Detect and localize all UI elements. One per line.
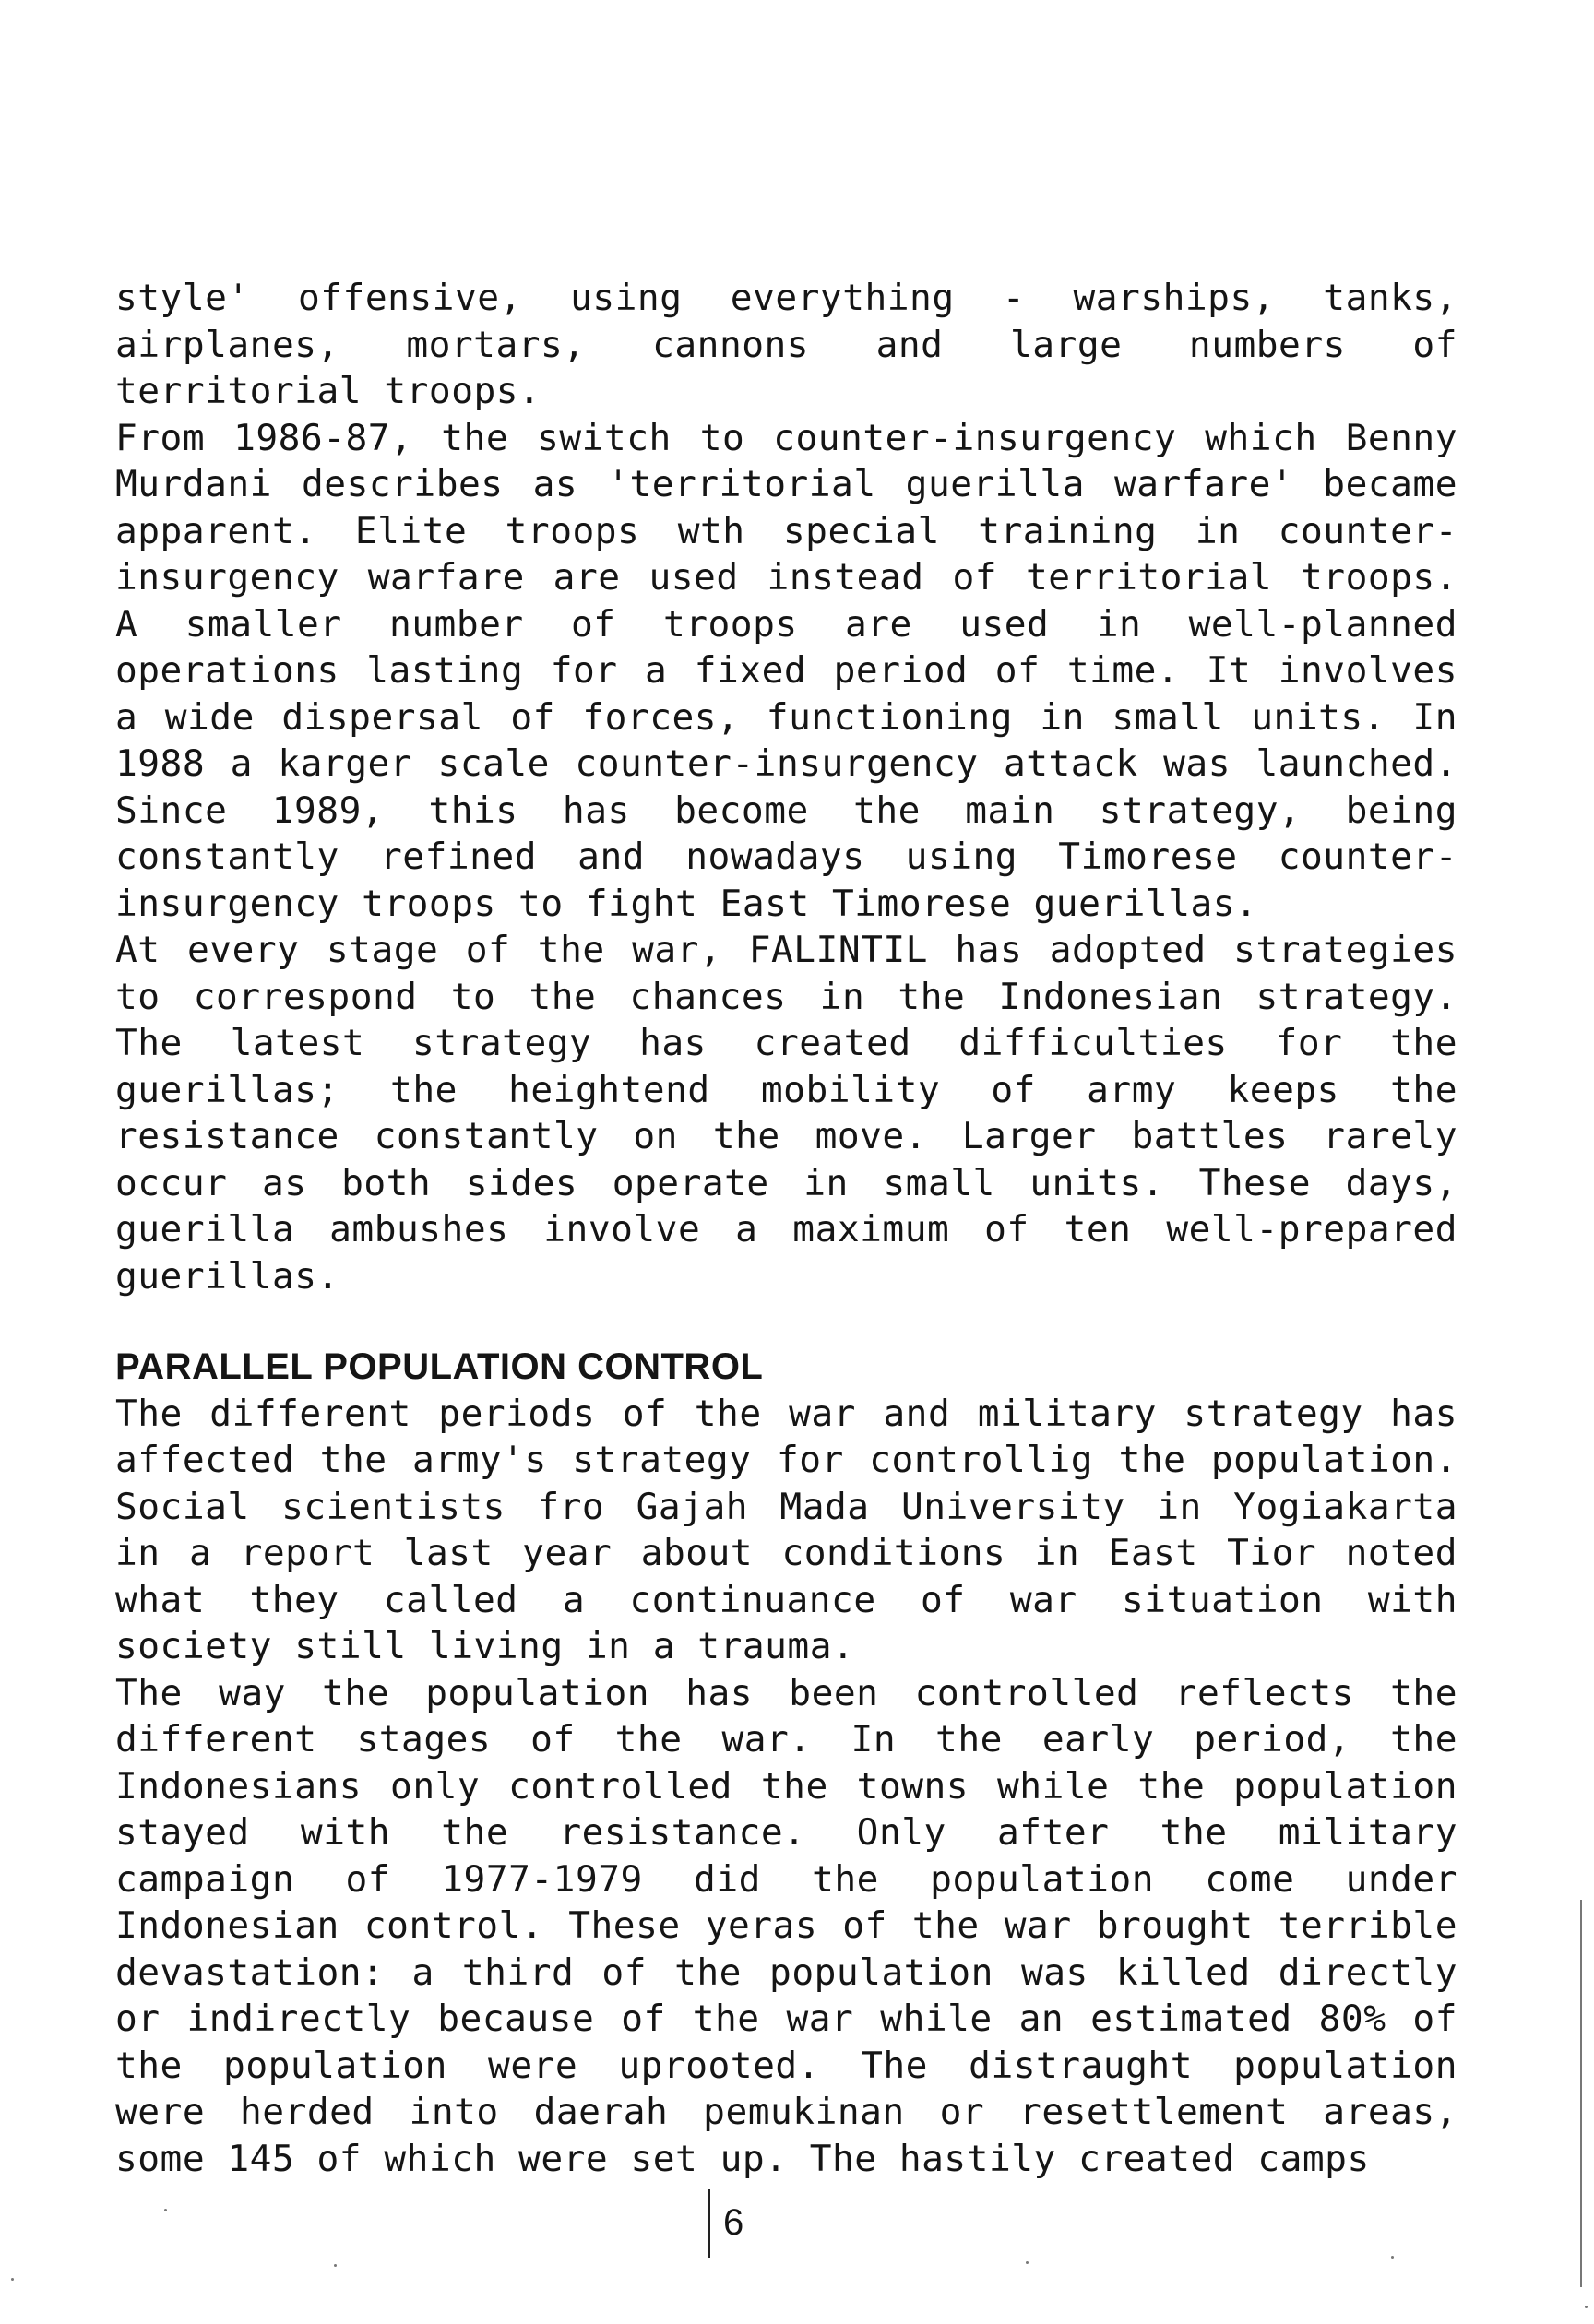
page-footer — [701, 2184, 775, 2258]
page-number-rule — [708, 2189, 710, 2258]
page-body-text — [115, 275, 1457, 2182]
page-number: 6 — [723, 2202, 744, 2243]
scan-speck — [1026, 2261, 1029, 2264]
paragraph-falintil-strategies: At every stage of the war, FALINTIL has adopted strategies to correspond to the chances in the Indonesian strategy. The latest strategy has created difficulties for the guerillas; the heightend mobility of army keeps the resistance constantly on the move. Larger battles rarely occur as both sides operate in small units. These days, guerilla ambushes involve a maximum of ten well-prepared guerillas. — [115, 929, 1457, 1298]
scan-speck — [334, 2264, 337, 2267]
scan-speck — [1585, 2306, 1588, 2308]
paragraph-population-control-history: The way the population has been controlled reflects the different stages of the war. In the early period, the Indonesians only controlled the towns while the population stayed with the resistance. Only after the military campaign of 1977-1979 did the population come under Indonesian control. These yeras of the war brought terrible devastation: a third of the population was killed directly or indirectly because of the war while an estimated 80% of the population were uprooted. The distraught population were herded into daerah pemukinan or resettlement areas, some 145 of which were set up. The hastily created camps — [115, 1671, 1457, 2180]
scan-speck — [11, 2278, 14, 2281]
scan-speck — [164, 2209, 167, 2211]
section-heading: PARALLEL POPULATION CONTROL — [115, 1346, 764, 1387]
scan-speck — [1391, 2256, 1394, 2259]
paragraph-counter-insurgency-switch: From 1986-87, the switch to counter-insurgency which Benny Murdani describes as 'territorial guerilla warfare' became apparent. Elite troops wth special training in counter-insurgency warfare are used instead of territorial troops. A smaller number of troops are used in well-planned operations lasting for a fixed period of time. It involves a wide dispersal of forces, functioning in small units. In 1988 a karger scale counter-insurgency attack was launched. Since 1989, this has become the main strategy, being constantly refined and nowadays using Timorese counter-insurgency troops to fight East Timorese guerillas. — [115, 416, 1457, 925]
scan-edge-line — [1580, 1900, 1582, 2287]
paragraph-army-population-strategy: The different periods of the war and military strategy has affected the army's strategy for controllig the population. Social scientists fro Gajah Mada University in Yogiakarta in a report last year about conditions in East Tior noted what they called a continuance of war situation with society still living in a trauma. — [115, 1392, 1457, 1667]
paragraph-offensive-style: style' offensive, using everything - warships, tanks, airplanes, mortars, cannons and large numbers of territorial troops. — [115, 277, 1457, 412]
